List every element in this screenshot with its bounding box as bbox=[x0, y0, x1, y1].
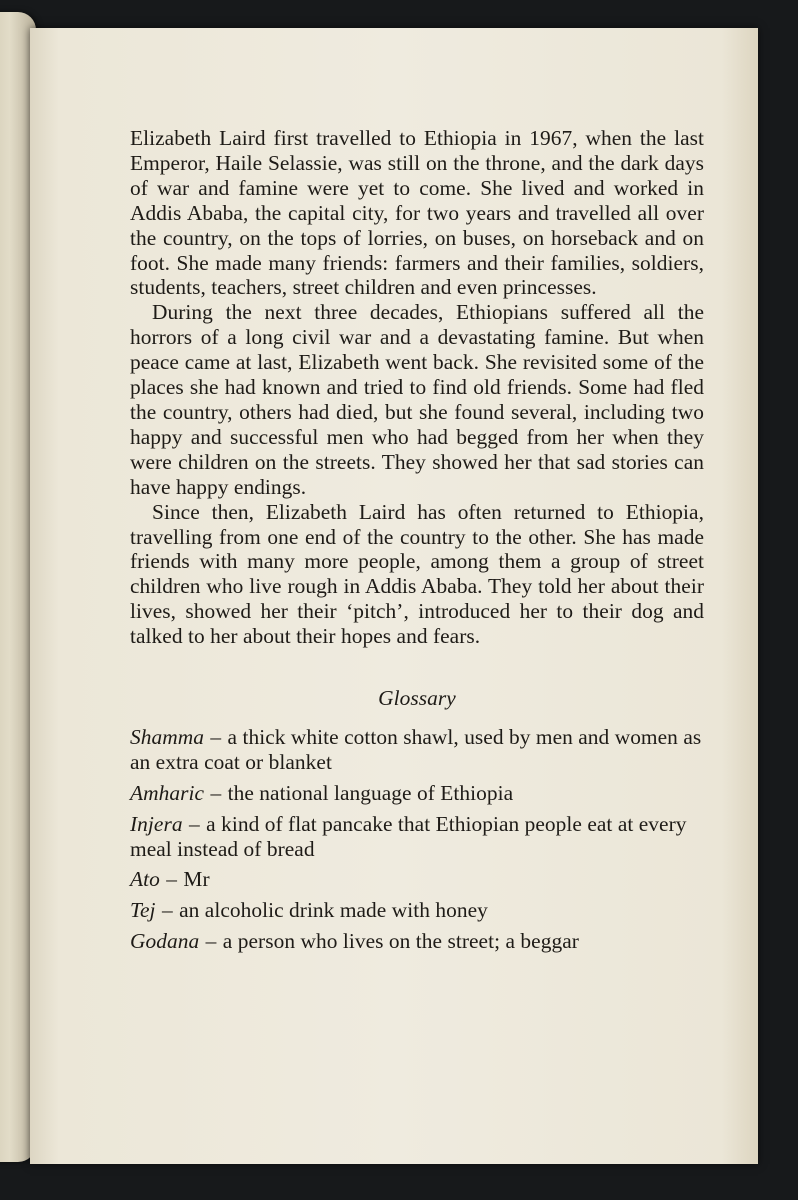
glossary-entry-godana bbox=[130, 929, 704, 954]
glossary-list bbox=[130, 725, 704, 954]
glossary-entry-ato bbox=[130, 867, 704, 892]
glossary-definition: an alcoholic drink made with honey bbox=[179, 898, 488, 923]
page-text bbox=[130, 126, 704, 960]
book-page bbox=[30, 28, 758, 1164]
glossary-term: Amharic bbox=[130, 780, 205, 805]
glossary-definition: a kind of flat pancake that Ethiopian people eat at every meal instead of bread bbox=[130, 811, 687, 861]
glossary-term: Godana bbox=[130, 929, 200, 954]
paragraph-3: Since then, Elizabeth Laird has often returned to Ethiopia, travelling from one end of the country to the other. She has made friends with many more people, among them a group of street children who live rough in Addis Ababa. They told her about their lives, showed her their ‘pitch’, introduced her to their dog and talked to her about their hopes and fears. bbox=[130, 499, 704, 649]
paragraph-1: Elizabeth Laird first travelled to Ethiopia in 1967, when the last Emperor, Haile Selassie, was still on the throne, and the dark days of war and famine were yet to come. She lived and worked in Addis Ababa, the capital city, for two years and travelled all over the country, on the tops of lorries, on buses, on horseback and on foot. She made many friends: farmers and their families, soldiers, students, teachers, street children and even princesses. bbox=[130, 126, 704, 300]
glossary-term: Ato bbox=[130, 867, 160, 892]
glossary-dash: – bbox=[188, 811, 200, 836]
glossary-entry-amharic bbox=[130, 781, 704, 806]
glossary-entry-injera bbox=[130, 812, 704, 862]
glossary-dash: – bbox=[210, 780, 222, 805]
glossary-dash: – bbox=[210, 724, 222, 749]
glossary-entry-shamma bbox=[130, 725, 704, 775]
glossary-term: Injera bbox=[130, 811, 183, 836]
glossary-definition: a person who lives on the street; a beggar bbox=[222, 929, 579, 954]
glossary-dash: – bbox=[161, 898, 173, 923]
paragraph-2: During the next three decades, Ethiopians suffered all the horrors of a long civil war and a devastating famine. But when peace came at last, Elizabeth went back. She revisited some of the places she had known and tried to find old friends. Some had fled the country, others had died, but she found several, including two happy and successful men who had begged from her when they were children on the streets. They showed her that sad stories can have happy endings. bbox=[130, 300, 704, 499]
glossary-dash: – bbox=[205, 929, 217, 954]
glossary-term: Shamma bbox=[130, 724, 204, 749]
glossary-definition: a thick white cotton shawl, used by men and women as an extra coat or blanket bbox=[130, 724, 702, 774]
glossary-entry-tej bbox=[130, 898, 704, 923]
glossary-definition: Mr bbox=[183, 867, 210, 892]
glossary-definition: the national language of Ethiopia bbox=[227, 780, 514, 805]
glossary-dash: – bbox=[166, 867, 178, 892]
glossary-heading: Glossary bbox=[378, 686, 456, 711]
glossary-term: Tej bbox=[130, 898, 156, 923]
